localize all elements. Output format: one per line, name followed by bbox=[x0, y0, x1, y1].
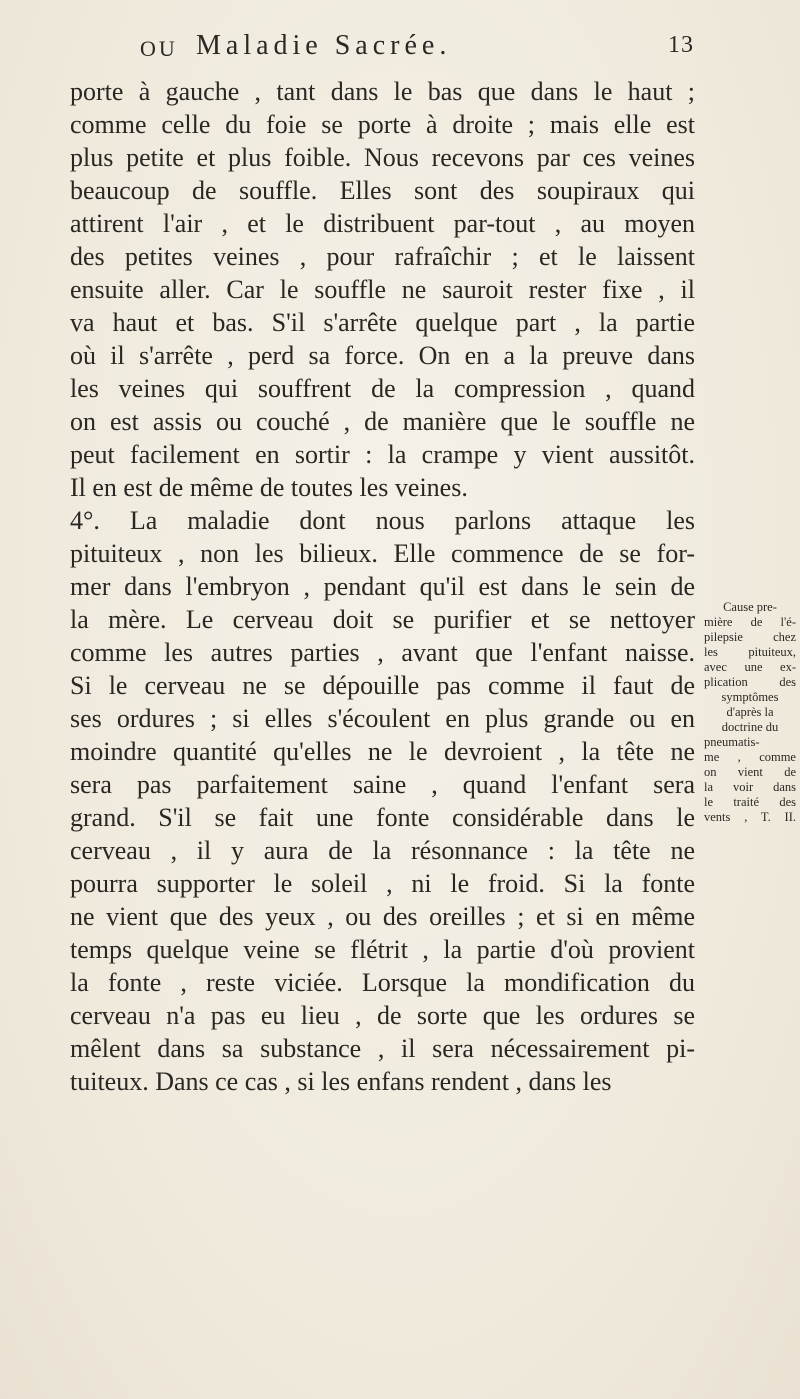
text-line: les veines qui souffrent de la compression , quand bbox=[70, 374, 695, 403]
main-text-block bbox=[70, 75, 695, 1098]
text-line: sera pas parfaitement saine , quand l'enfant sera bbox=[70, 770, 695, 799]
text-line: tuiteux. Dans ce cas , si les enfans rendent , dans les bbox=[70, 1067, 612, 1096]
text-line: Si le cerveau ne se dépouille pas comme il faut de bbox=[70, 671, 695, 700]
margin-note-line: doctrine du bbox=[721, 720, 779, 734]
text-line: va haut et bas. S'il s'arrête quelque part , la partie bbox=[70, 308, 695, 337]
text-line: ne vient que des yeux , ou des oreilles ; et si en même bbox=[70, 902, 695, 931]
text-line: la fonte , reste viciée. Lorsque la mondification du bbox=[70, 968, 695, 997]
margin-note-line: le traité des bbox=[704, 795, 796, 809]
text-line: ses ordures ; si elles s'écoulent en plus grande ou en bbox=[70, 704, 695, 733]
margin-note-line: la voir dans bbox=[704, 780, 796, 794]
text-line: plus petite et plus foible. Nous recevons par ces veines bbox=[70, 143, 695, 172]
text-line: moindre quantité qu'elles ne le devroient , la tête ne bbox=[70, 737, 695, 766]
text-line: où il s'arrête , perd sa force. On en a la preuve dans bbox=[70, 341, 695, 370]
text-line: la mère. Le cerveau doit se purifier et se nettoyer bbox=[70, 605, 695, 634]
text-line: grand. S'il se fait une fonte considérable dans le bbox=[70, 803, 695, 832]
text-line: on est assis ou couché , de manière que le souffle ne bbox=[70, 407, 695, 436]
margin-note-line: pilepsie chez bbox=[704, 630, 796, 644]
text-line: cerveau n'a pas eu lieu , de sorte que les ordures se bbox=[70, 1001, 695, 1030]
running-header bbox=[140, 30, 700, 70]
text-line: pourra supporter le soleil , ni le froid. Si la fonte bbox=[70, 869, 695, 898]
text-line: pituiteux , non les bilieux. Elle commence de se for- bbox=[70, 539, 695, 568]
text-line: 4°. La maladie dont nous parlons attaque les bbox=[70, 506, 695, 535]
text-line: comme celle du foie se porte à droite ; mais elle est bbox=[70, 110, 695, 139]
margin-note-line: me , comme bbox=[704, 750, 796, 764]
margin-note-line: pneumatis- bbox=[704, 735, 760, 749]
margin-note-line: symptômes bbox=[721, 690, 779, 704]
text-line: des petites veines , pour rafraîchir ; et le laissent bbox=[70, 242, 695, 271]
header-title: Maladie Sacrée. bbox=[196, 30, 452, 61]
text-line: attirent l'air , et le distribuent par-tout , au moyen bbox=[70, 209, 695, 238]
margin-note-line: on vient de bbox=[704, 765, 796, 779]
text-line: mêlent dans sa substance , il sera nécessairement pi- bbox=[70, 1034, 695, 1063]
margin-note bbox=[704, 600, 796, 825]
header-prefix: OU bbox=[140, 36, 178, 61]
text-line: porte à gauche , tant dans le bas que dans le haut ; bbox=[70, 77, 695, 106]
text-line: peut facilement en sortir : la crampe y vient aussitôt. bbox=[70, 440, 695, 469]
margin-note-line: les pituiteux, bbox=[704, 645, 796, 659]
text-line: beaucoup de souffle. Elles sont des soupiraux qui bbox=[70, 176, 695, 205]
margin-note-line: d'après la bbox=[726, 705, 774, 719]
margin-note-line: vents , T. II. bbox=[704, 810, 796, 824]
text-line: mer dans l'embryon , pendant qu'il est dans le sein de bbox=[70, 572, 695, 601]
text-line: temps quelque veine se flétrit , la partie d'où provient bbox=[70, 935, 695, 964]
text-line: cerveau , il y aura de la résonnance : la tête ne bbox=[70, 836, 695, 865]
margin-note-line: mière de l'é- bbox=[704, 615, 796, 629]
margin-note-line: plication des bbox=[704, 675, 796, 689]
margin-note-line: Cause pre- bbox=[723, 600, 777, 614]
text-line: Il en est de même de toutes les veines. bbox=[70, 473, 468, 502]
margin-note-line: avec une ex- bbox=[704, 660, 796, 674]
text-line: comme les autres parties , avant que l'enfant naisse. bbox=[70, 638, 695, 667]
text-line: ensuite aller. Car le souffle ne sauroit rester fixe , il bbox=[70, 275, 695, 304]
page-number: 13 bbox=[668, 32, 694, 58]
